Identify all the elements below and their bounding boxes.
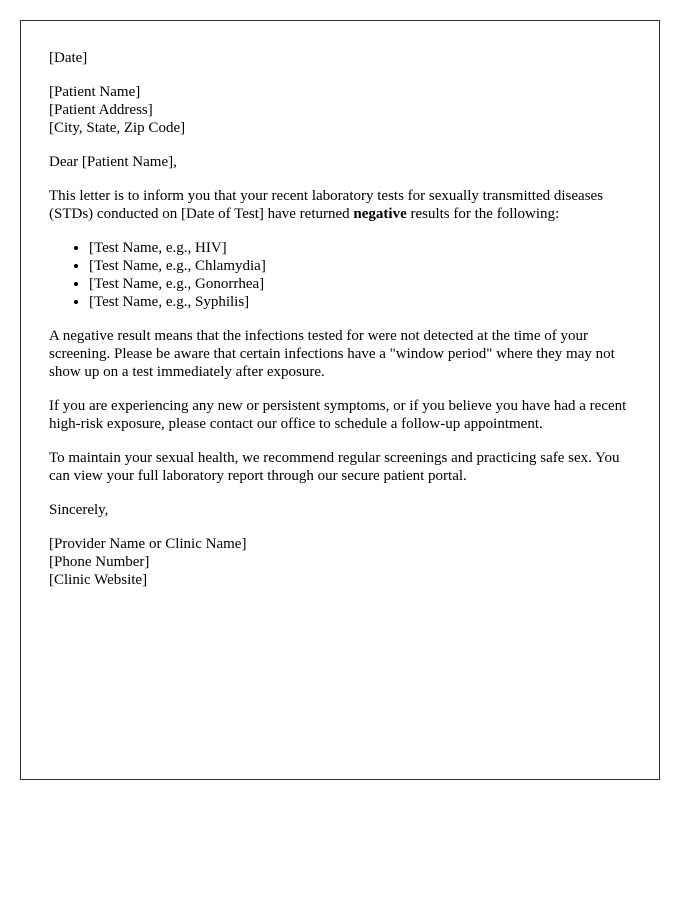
test-list-item: • [Test Name, e.g., Syphilis] — [89, 293, 631, 311]
intro-bold-result: negative — [353, 206, 407, 222]
recipient-city-state-zip: [City, State, Zip Code] — [49, 120, 186, 136]
closing: Sincerely, — [49, 502, 109, 518]
recipient-address-block — [49, 83, 631, 137]
test-list-item: • [Test Name, e.g., Gonorrhea] — [89, 275, 631, 293]
test-list — [49, 239, 631, 311]
health-recommendation-paragraph: To maintain your sexual health, we recommend regular screenings and practicing safe sex. You can view your full laboratory report through our secure patient portal. — [49, 450, 620, 484]
phone-number: [Phone Number] — [49, 554, 150, 570]
salutation: Dear [Patient Name], — [49, 154, 177, 170]
intro-paragraph — [49, 187, 631, 223]
recipient-address: [Patient Address] — [49, 102, 153, 118]
test-list-item: • [Test Name, e.g., Chlamydia] — [89, 257, 631, 275]
symptoms-paragraph: If you are experiencing any new or persistent symptoms, or if you believe you have had a recent high-risk exposure, please contact our office to schedule a follow-up appointment. — [49, 398, 627, 432]
recipient-name: [Patient Name] — [49, 84, 141, 100]
letter-date: [Date] — [49, 50, 88, 66]
clinic-website: [Clinic Website] — [49, 572, 148, 588]
provider-name: [Provider Name or Clinic Name] — [49, 536, 247, 552]
signature-block — [49, 535, 631, 589]
letter-page — [20, 20, 660, 780]
test-list-item: • [Test Name, e.g., HIV] — [89, 239, 631, 257]
negative-result-paragraph: A negative result means that the infections tested for were not detected at the time of your screening. Please be aware that certain infections have a "window period" where they may not show up on a test immediately after exposure. — [49, 328, 615, 380]
intro-text-start: This letter is to inform you that your recent laboratory tests for sexually transmitted diseases (STDs) conducted on [Date of Test] have returned — [49, 188, 604, 222]
intro-text-end: results for the following: — [406, 206, 560, 222]
